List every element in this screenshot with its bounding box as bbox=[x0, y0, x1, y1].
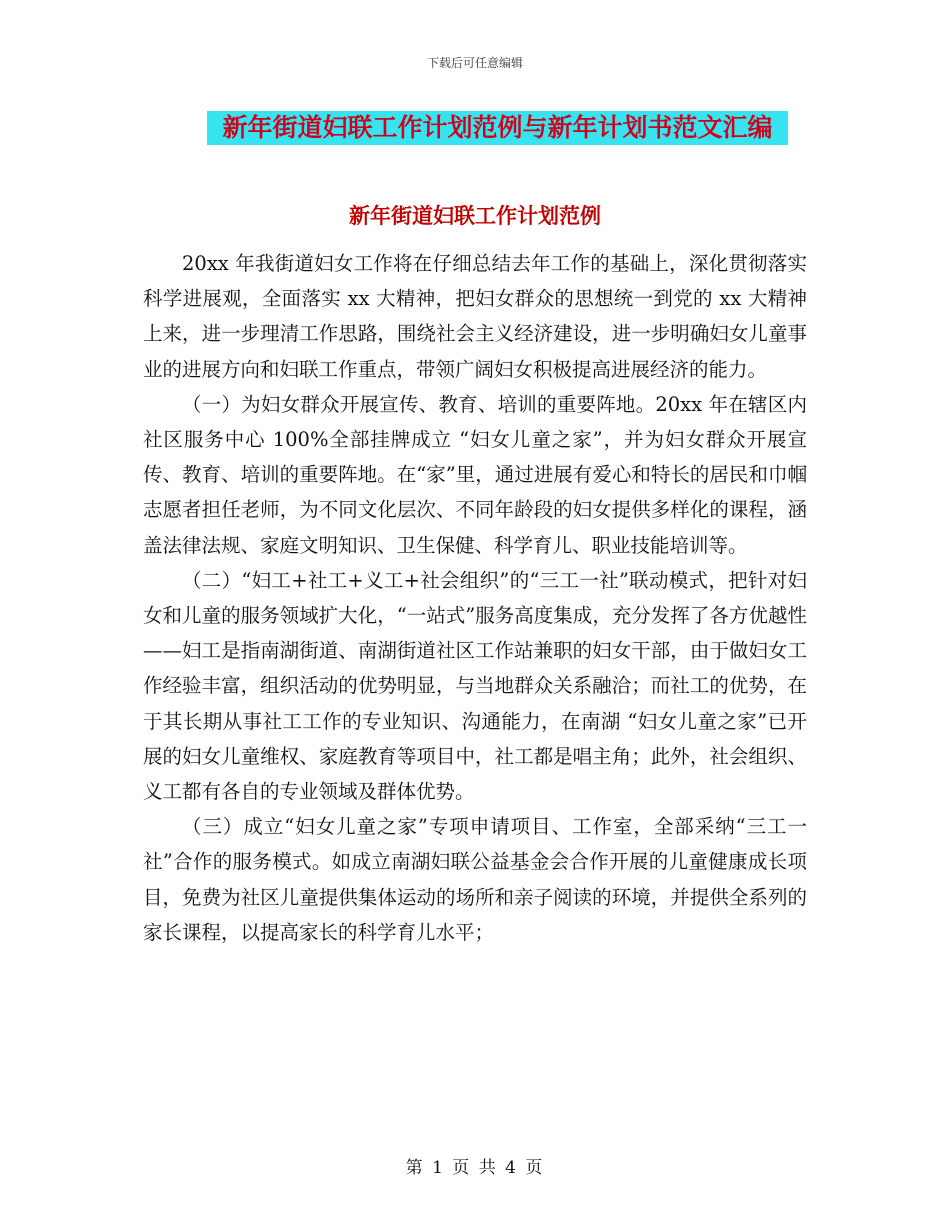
paragraph-3: （三）成立“妇女儿童之家”专项申请项目、工作室，全部采纳“三工一社”合作的服务模式。如成立南湖妇联公益基金会合作开展的儿童健康成长项目，免费为社区儿童提供集体运动的场所和亲子阅读的环境，并提供全系列的家长课程，以提高家长的科学育儿水平； bbox=[143, 815, 807, 944]
page-number: 第 1 页 共 4 页 bbox=[405, 1158, 545, 1178]
paragraph-1: （一）为妇女群众开展宣传、教育、培训的重要阵地。20xx 年在辖区内社区服务中心 100%全部挂牌成立 “妇女儿童之家”，并为妇女群众开展宣传、教育、培训的重要阵地。在“家”里，通过进展有爱心和特长的居民和巾帼志愿者担任老师，为不同文化层次、不同年龄段的妇女提供多样化的课程，涵盖法律法规、家庭文明知识、卫生保健、科学育儿、职业技能培训等。 bbox=[143, 392, 807, 557]
document-body bbox=[143, 246, 807, 950]
document-title-text: 新年街道妇联工作计划范例与新年计划书范文汇编 bbox=[222, 113, 773, 142]
paragraph-intro: 20xx 年我街道妇女工作将在仔细总结去年工作的基础上，深化贯彻落实科学进展观，全面落实 xx 大精神，把妇女群众的思想统一到党的 xx 大精神上来，进一步理清工作思路，围绕社会主义经济建设，进一步明确妇女儿童事业的进展方向和妇联工作重点，带领广阔妇女积极提高进展经济的能力。 bbox=[143, 252, 807, 381]
section-title: 新年街道妇联工作计划范例 bbox=[349, 203, 601, 228]
paragraph-2: （二）“妇工+社工+义工+社会组织”的“三工一社”联动模式，把针对妇女和儿童的服务领域扩大化，“一站式”服务高度集成，充分发挥了各方优越性——妇工是指南湖街道、南湖街道社区工作站兼职的妇女干部，由于做妇女工作经验丰富，组织活动的优势明显，与当地群众关系融洽；而社工的优势，在于其长期从事社工工作的专业知识、沟通能力，在南湖 “妇女儿童之家”已开展的妇女儿童维权、家庭教育等项目中，社工都是唱主角；此外，社会组织、义工都有各自的专业领域及群体优势。 bbox=[143, 568, 807, 804]
document-title bbox=[207, 111, 788, 145]
header-note: 下载后可任意编辑 bbox=[426, 56, 523, 70]
